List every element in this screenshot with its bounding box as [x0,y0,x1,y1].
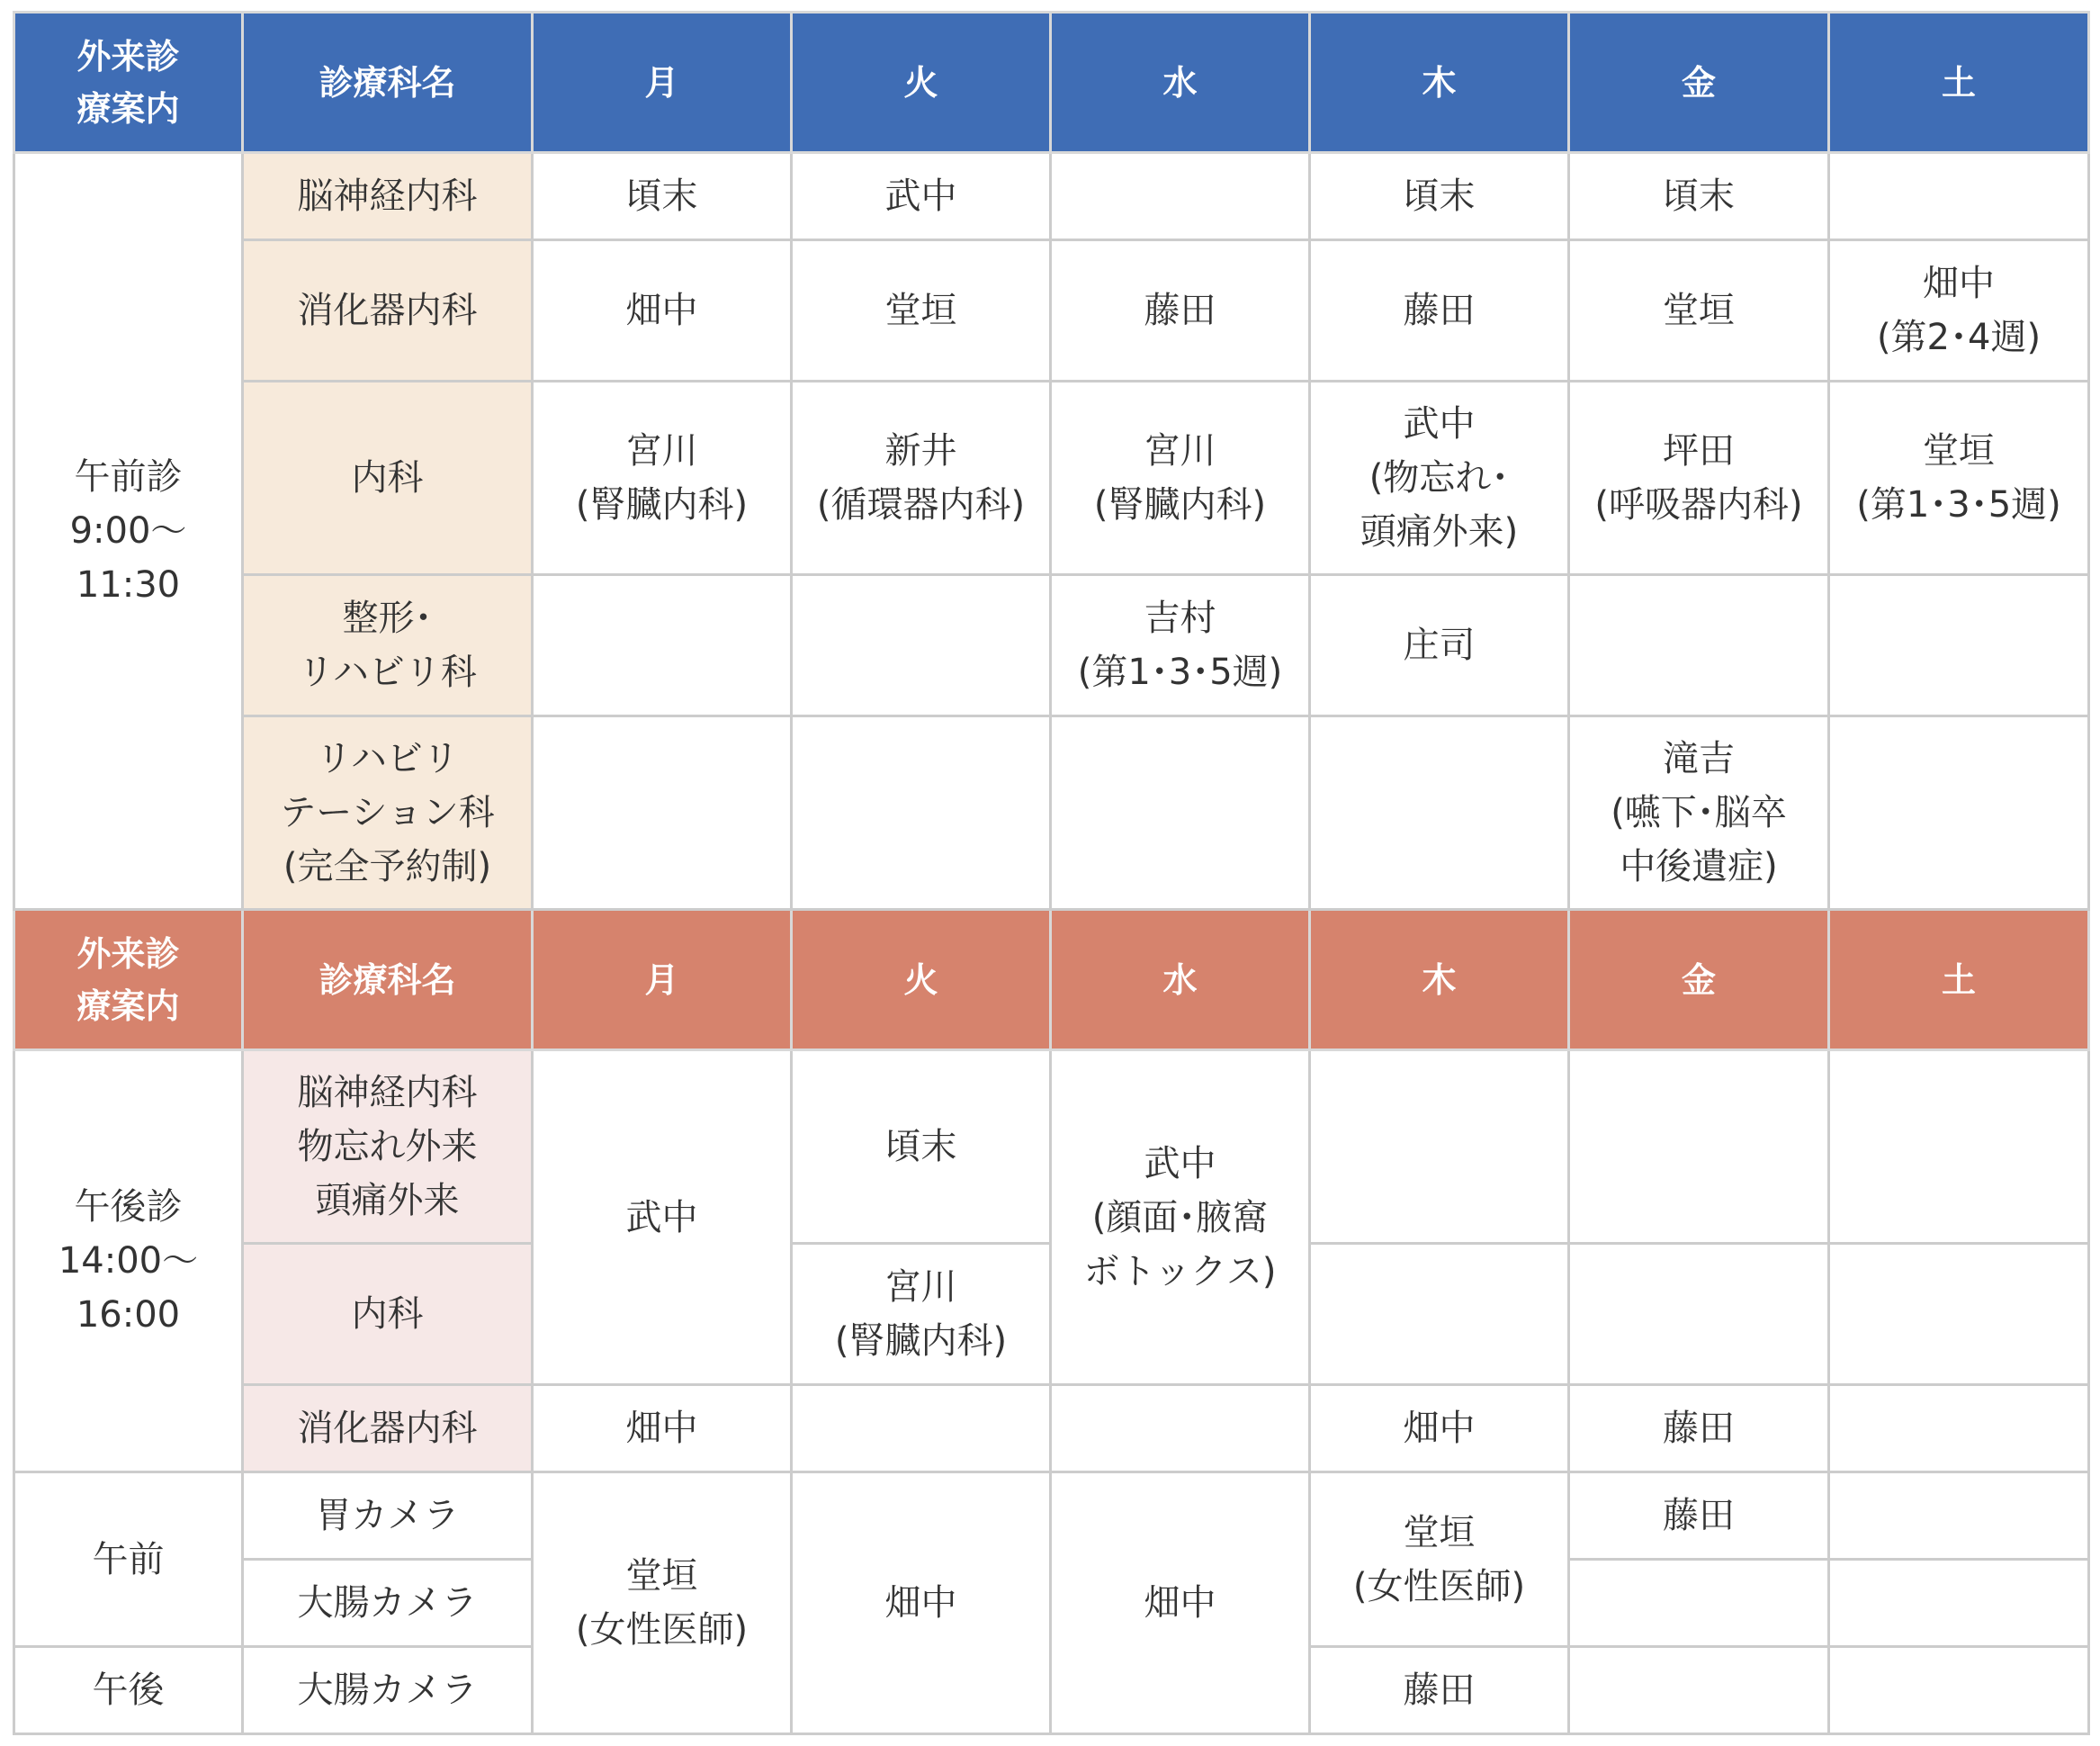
header-day-sat: 土 [1829,13,2089,153]
schedule-cell [1051,1385,1310,1472]
schedule-cell: 武中 [533,1050,792,1385]
schedule-cell [1569,1050,1829,1244]
schedule-cell [1829,153,2089,240]
schedule-cell [1310,716,1569,910]
dept-cell: 脳神経内科 [243,153,533,240]
schedule-cell [792,1385,1051,1472]
schedule-cell: 藤田 [1310,240,1569,382]
schedule-cell [1829,1244,2089,1385]
schedule-cell [1569,1647,1829,1734]
endo-row [14,1472,2089,1560]
schedule-cell [1829,1647,2089,1734]
am-row [14,153,2089,240]
schedule-cell: 武中 [792,153,1051,240]
header-day-thu: 木 [1310,910,1569,1050]
pm-header-row [14,910,2089,1050]
schedule-cell: 滝吉 (嚥下･脳卒 中後遺症) [1569,716,1829,910]
schedule-cell: 畑中 [533,1385,792,1472]
schedule-cell: 宮川 (腎臓内科) [533,382,792,575]
schedule-cell: 畑中 [1310,1385,1569,1472]
header-day-mon: 月 [533,910,792,1050]
schedule-cell: 畑中 [1051,1472,1310,1734]
am-row [14,575,2089,716]
schedule-cell: 畑中 [792,1472,1051,1734]
am-row [14,716,2089,910]
schedule-cell [792,575,1051,716]
schedule-cell [1569,575,1829,716]
schedule-cell [1310,1050,1569,1244]
schedule-cell [1051,153,1310,240]
schedule-cell [1829,1050,2089,1244]
schedule-cell [1829,1385,2089,1472]
schedule-cell: 武中 (物忘れ･ 頭痛外来) [1310,382,1569,575]
schedule-cell [533,575,792,716]
schedule-cell [1310,1244,1569,1385]
schedule-cell: 頃末 [1310,153,1569,240]
pm-row [14,1050,2089,1244]
schedule-cell: 藤田 [1051,240,1310,382]
schedule-cell: 宮川 (腎臓内科) [1051,382,1310,575]
schedule-cell: 藤田 [1310,1647,1569,1734]
schedule-cell: 頃末 [1569,153,1829,240]
schedule-cell: 吉村 (第1･3･5週) [1051,575,1310,716]
exam-cell: 胃カメラ [243,1472,533,1560]
header-guide: 外来診 療案内 [14,910,243,1050]
outpatient-schedule-table [13,11,2090,1735]
header-day-fri: 金 [1569,13,1829,153]
schedule-cell: 堂垣 [792,240,1051,382]
schedule-cell: 藤田 [1569,1472,1829,1560]
schedule-cell: 頃末 [792,1050,1051,1244]
header-day-wed: 水 [1051,13,1310,153]
schedule-cell: 畑中 (第2･4週) [1829,240,2089,382]
header-day-tue: 火 [792,13,1051,153]
schedule-cell [1829,1560,2089,1647]
schedule-cell [533,716,792,910]
schedule-cell: 坪田 (呼吸器内科) [1569,382,1829,575]
header-day-sat: 土 [1829,910,2089,1050]
header-guide: 外来診 療案内 [14,13,243,153]
schedule-cell [792,716,1051,910]
schedule-cell [1829,1472,2089,1560]
schedule-cell [1569,1244,1829,1385]
header-dept: 診療科名 [243,13,533,153]
header-day-tue: 火 [792,910,1051,1050]
dept-cell: 整形･ リハビリ科 [243,575,533,716]
endo-pm-period: 午後 [14,1647,243,1734]
am-period-cell: 午前診 9:00～ 11:30 [14,153,243,910]
dept-cell: 消化器内科 [243,1385,533,1472]
schedule-cell: 庄司 [1310,575,1569,716]
schedule-cell: 宮川 (腎臓内科) [792,1244,1051,1385]
header-dept: 診療科名 [243,910,533,1050]
dept-cell: リハビリ テーション科 (完全予約制) [243,716,533,910]
exam-cell: 大腸カメラ [243,1647,533,1734]
am-header-row [14,13,2089,153]
schedule-cell: 堂垣 (女性医師) [533,1472,792,1734]
schedule-cell: 新井 (循環器内科) [792,382,1051,575]
schedule-cell [1829,575,2089,716]
schedule-cell: 堂垣 [1569,240,1829,382]
schedule-cell: 武中 (顔面･腋窩 ボトックス) [1051,1050,1310,1385]
header-day-wed: 水 [1051,910,1310,1050]
am-row [14,240,2089,382]
schedule-cell [1051,716,1310,910]
schedule-cell: 堂垣 (第1･3･5週) [1829,382,2089,575]
header-day-mon: 月 [533,13,792,153]
schedule-cell [1829,716,2089,910]
dept-cell: 内科 [243,1244,533,1385]
header-day-thu: 木 [1310,13,1569,153]
schedule-cell: 堂垣 (女性医師) [1310,1472,1569,1647]
schedule-cell: 頃末 [533,153,792,240]
pm-row [14,1385,2089,1472]
am-row [14,382,2089,575]
exam-cell: 大腸カメラ [243,1560,533,1647]
schedule-cell: 藤田 [1569,1385,1829,1472]
dept-cell: 内科 [243,382,533,575]
pm-period-cell: 午後診 14:00～ 16:00 [14,1050,243,1472]
dept-cell: 脳神経内科 物忘れ外来 頭痛外来 [243,1050,533,1244]
dept-cell: 消化器内科 [243,240,533,382]
schedule-cell: 畑中 [533,240,792,382]
schedule-cell [1569,1560,1829,1647]
header-day-fri: 金 [1569,910,1829,1050]
endo-am-period: 午前 [14,1472,243,1647]
